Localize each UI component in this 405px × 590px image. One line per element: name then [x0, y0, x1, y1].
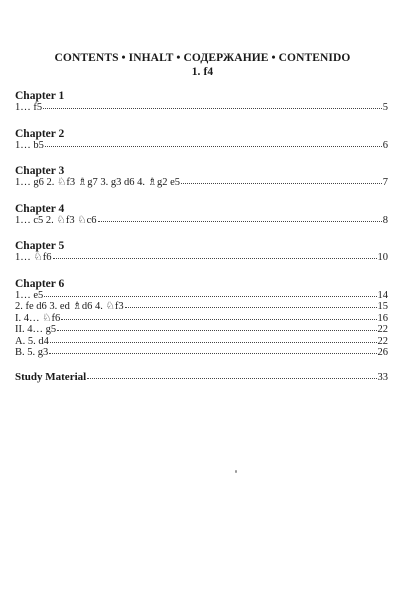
- entry-text: 1… c5 2. ♘f3 ♘c6: [15, 214, 97, 226]
- chapter-title: Chapter 1: [15, 90, 65, 102]
- dot-leader: [61, 319, 376, 320]
- page-number: 22: [377, 335, 388, 347]
- entry-text: 2. fe d6 3. ed ♗d6 4. ♘f3: [15, 301, 124, 312]
- page-number: 6: [382, 139, 388, 151]
- page-number: 15: [377, 301, 388, 312]
- toc-entry[interactable]: [15, 313, 388, 325]
- dot-leader: [44, 296, 376, 297]
- toc-entry[interactable]: [15, 252, 388, 264]
- contents-heading: CONTENTS • INHALT • СОДЕРЖАНИЕ • CONTENIDO: [54, 52, 351, 64]
- chapter-title: Chapter 2: [15, 127, 65, 140]
- entry-text: I. 4… ♘f6: [15, 312, 61, 324]
- chapter-title: Chapter 4: [15, 202, 65, 215]
- entry-text: 1… e5: [15, 289, 44, 301]
- entry-text: A. 5. d4: [15, 335, 49, 347]
- toc-entry[interactable]: [15, 301, 388, 313]
- page-number: 7: [382, 177, 388, 188]
- chapter-3-section: [15, 165, 388, 189]
- chapter-title: Chapter 6: [15, 277, 65, 290]
- dot-leader: [181, 183, 382, 184]
- paper-speck: [235, 470, 237, 473]
- dot-leader: [49, 353, 376, 354]
- dot-leader: [50, 342, 377, 343]
- page-number: 14: [377, 289, 388, 301]
- chapter-2-section: [15, 128, 388, 152]
- dot-leader: [45, 146, 382, 147]
- entry-text: II. 4… g5: [15, 324, 57, 335]
- dot-leader: [125, 307, 377, 308]
- entry-text: 1… f5: [15, 102, 43, 113]
- chapter-6-section: [15, 278, 388, 359]
- dot-leader: [98, 221, 382, 222]
- entry-text: Study Material: [15, 370, 87, 383]
- entry-text: B. 5. g3: [15, 347, 49, 358]
- page-number: 5: [382, 102, 388, 113]
- toc-entry[interactable]: [15, 140, 388, 152]
- page-number: 16: [377, 312, 388, 324]
- chapter-title: Chapter 5: [15, 240, 65, 252]
- toc-entry[interactable]: [15, 177, 388, 189]
- chapter-5-section: [15, 240, 388, 264]
- page-number: 22: [377, 324, 388, 335]
- dot-leader: [57, 330, 376, 331]
- toc-entry[interactable]: [15, 336, 388, 348]
- chapter-title: Chapter 3: [15, 165, 65, 177]
- toc-entry[interactable]: [15, 102, 388, 114]
- entry-text: 1… ♘f6: [15, 252, 52, 263]
- page-number: 10: [377, 252, 388, 263]
- dot-leader: [87, 378, 376, 379]
- chapter-4-section: [15, 203, 388, 227]
- entry-text: 1… g6 2. ♘f3 ♗g7 3. g3 d6 4. ♗g2 e5: [15, 177, 181, 188]
- toc-entry[interactable]: [15, 324, 388, 336]
- page-number: 8: [382, 214, 388, 226]
- table-of-contents: [15, 90, 388, 383]
- study-material-entry[interactable]: [15, 372, 388, 384]
- dot-leader: [53, 258, 377, 259]
- page-number: 26: [377, 347, 388, 358]
- dot-leader: [43, 108, 382, 109]
- page-number: 33: [377, 371, 388, 383]
- toc-entry[interactable]: [15, 215, 388, 227]
- opening-subheading: 1. f4: [191, 66, 214, 78]
- toc-entry[interactable]: [15, 347, 388, 359]
- toc-entry[interactable]: [15, 290, 388, 302]
- chapter-1-section: [15, 90, 388, 114]
- entry-text: 1… b5: [15, 139, 44, 151]
